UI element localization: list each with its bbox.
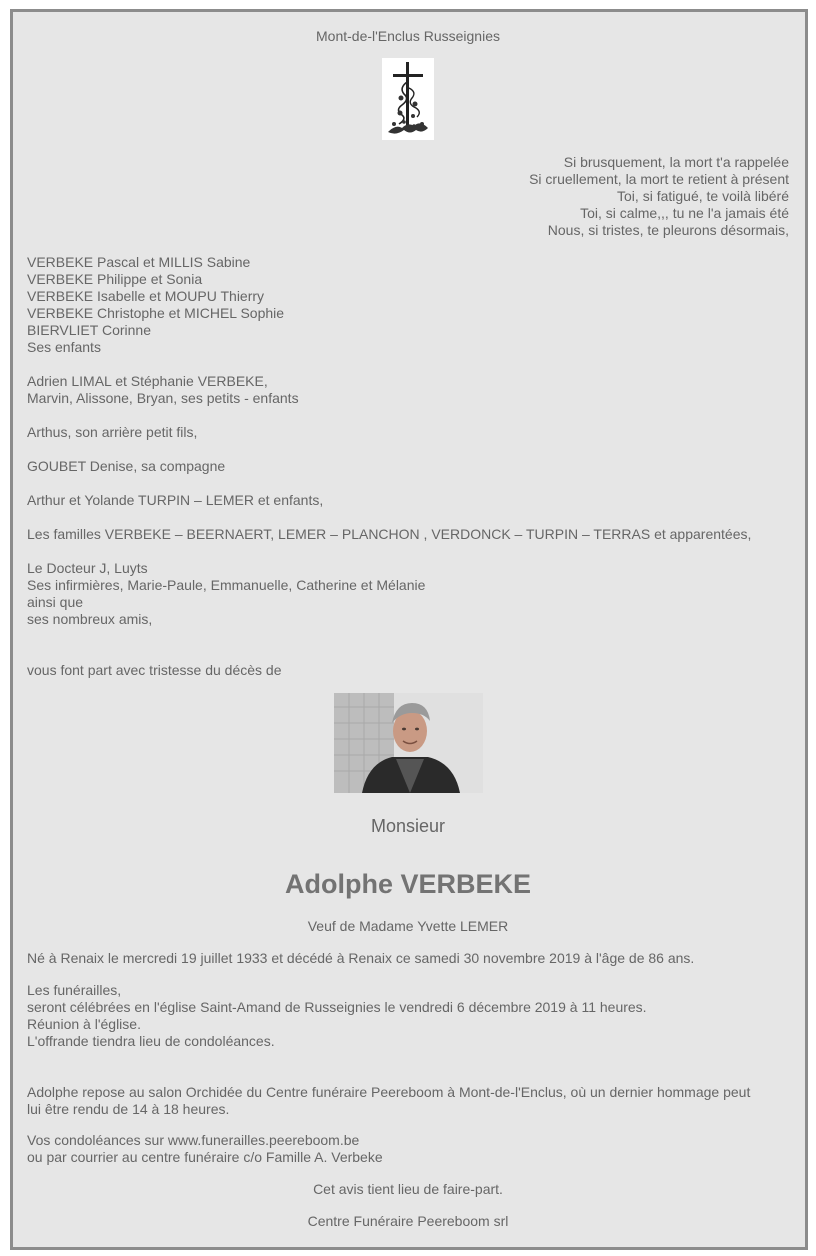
location: Mont-de-l'Enclus Russeignies: [316, 28, 500, 44]
rest-line: lui être rendu de 14 à 18 heures.: [27, 1101, 230, 1117]
announce-text: vous font part avec tristesse du décès de: [27, 662, 282, 678]
poem-line: Toi, si fatigué, te voilà libéré: [617, 188, 789, 204]
portrait-photo: [334, 693, 483, 793]
family-line: VERBEKE Philippe et Sonia: [27, 271, 203, 287]
family-line: Les familles VERBEKE – BEERNAERT, LEMER – PLANCHON , VERDONCK – TURPIN – TERRAS et apparentées,: [27, 526, 752, 542]
family-line: Arthur et Yolande TURPIN – LEMER et enfants,: [27, 492, 324, 508]
family-line: VERBEKE Christophe et MICHEL Sophie: [27, 305, 285, 321]
family-line: Adrien LIMAL et Stéphanie VERBEKE,: [27, 373, 268, 389]
poem-line: Toi, si calme,,, tu ne l'a jamais été: [580, 205, 789, 221]
widower-text: Veuf de Madame Yvette LEMER: [307, 918, 509, 934]
funeral-line: seront célébrées en l'église Saint-Amand de Russeignies le vendredi 6 décembre 2019 à 11 heures.: [27, 999, 647, 1015]
doctor-line: ses nombreux amis,: [27, 611, 153, 627]
poem-line: Si cruellement, la mort te retient à présent: [529, 171, 789, 187]
family-line: GOUBET Denise, sa compagne: [27, 458, 226, 474]
family-line: Arthus, son arrière petit fils,: [27, 424, 198, 440]
doctor-line: ainsi que: [27, 594, 84, 610]
family-line: Marvin, Alissone, Bryan, ses petits - enfants: [27, 390, 299, 406]
funeral-line: Réunion à l'église.: [27, 1016, 141, 1032]
doctor-line: Le Docteur J, Luyts: [27, 560, 148, 576]
title-monsieur: Monsieur: [370, 816, 446, 836]
condolences-line: ou par courrier au centre funéraire c/o Famille A. Verbeke: [27, 1149, 383, 1165]
notice-text: Cet avis tient lieu de faire-part.: [313, 1181, 503, 1197]
rest-line: Adolphe repose au salon Orchidée du Centre funéraire Peereboom à Mont-de-l'Enclus, où un dernier hommage peut: [27, 1084, 751, 1100]
family-line: VERBEKE Pascal et MILLIS Sabine: [27, 254, 251, 270]
deceased-name: Adolphe VERBEKE: [284, 869, 532, 899]
funeral-line: L'offrande tiendra lieu de condoléances.: [27, 1033, 275, 1049]
company-name: Centre Funéraire Peereboom srl: [307, 1213, 509, 1229]
cross-icon: [382, 58, 434, 140]
birth-death-text: Né à Renaix le mercredi 19 juillet 1933 et décédé à Renaix ce samedi 30 novembre 2019 à l'âge de 86 ans.: [27, 950, 695, 966]
poem-line: Nous, si tristes, te pleurons désormais,: [547, 222, 789, 238]
funeral-line: Les funérailles,: [27, 982, 122, 998]
condolences-line: Vos condoléances sur www.funerailles.peereboom.be: [27, 1132, 360, 1148]
family-line: BIERVLIET Corinne: [27, 322, 151, 338]
poem-line: Si brusquement, la mort t'a rappelée: [563, 154, 789, 170]
family-line: Ses enfants: [27, 339, 101, 355]
family-line: VERBEKE Isabelle et MOUPU Thierry: [27, 288, 265, 304]
doctor-line: Ses infirmières, Marie-Paule, Emmanuelle, Catherine et Mélanie: [27, 577, 426, 593]
